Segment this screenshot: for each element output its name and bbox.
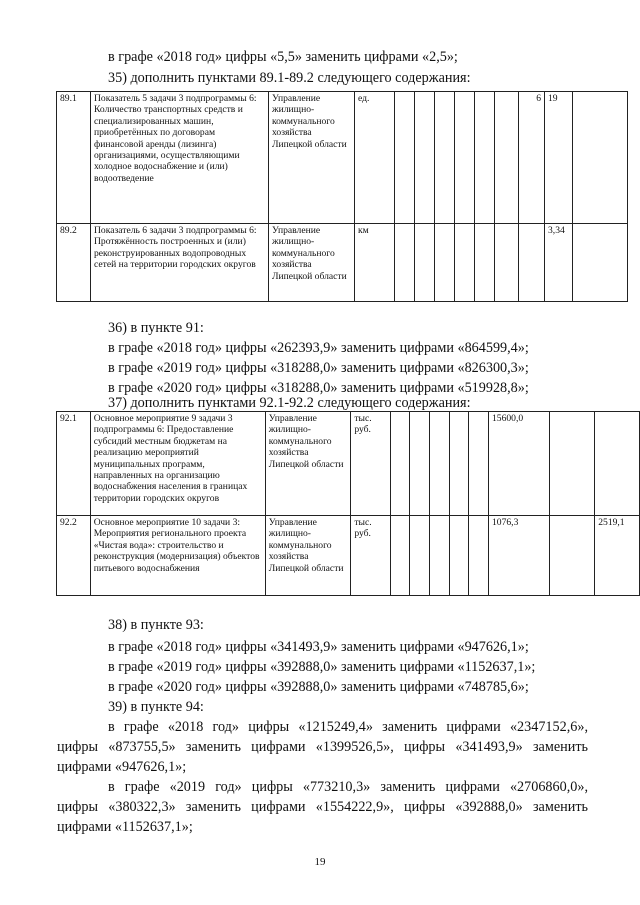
unit: ед. <box>355 92 395 224</box>
paragraph: цифры «380322,3» заменить цифрами «1554222,9», цифры «392888,0» заменить <box>57 799 588 815</box>
value-cell: 15600,0 <box>488 412 549 516</box>
paragraph: 38) в пункте 93: <box>108 617 204 633</box>
table-row <box>57 516 640 596</box>
paragraph: в графе «2019 год» цифры «773210,3» заменить цифрами «2706860,0», <box>108 779 588 795</box>
paragraph: 39) в пункте 94: <box>108 699 204 715</box>
measure-name: Основное мероприятие 9 задачи 3 подпрограммы 6: Предоставление субсидий местным бюджетам на реализацию мероприятий муниципальных программ, направленных на организацию водоснабжения населения в границах территории городских округов <box>90 412 265 516</box>
paragraph: в графе «2018 год» цифры «262393,9» заменить цифрами «864599,4»; <box>108 340 529 356</box>
paragraph: в графе «2018 год» цифры «5,5» заменить цифрами «2,5»; <box>108 49 458 65</box>
empty-cell <box>449 412 469 516</box>
paragraph: цифрами «947626,1»; <box>57 759 187 775</box>
empty-cell <box>430 412 450 516</box>
indicator-name: Показатель 6 задачи 3 подпрограммы 6: Протяжённость построенных и (или) реконструированных водопроводных сетей на территории городских округов <box>91 224 269 302</box>
value-cell: 19 <box>545 92 573 224</box>
empty-cell <box>430 516 450 596</box>
paragraph: 36) в пункте 91: <box>108 320 204 336</box>
value-cell: 2519,1 <box>595 516 640 596</box>
empty-cell <box>410 516 430 596</box>
value-cell: 6 <box>519 92 545 224</box>
row-number: 92.1 <box>57 412 91 516</box>
empty-cell <box>573 92 628 224</box>
paragraph: цифры «873755,5» заменить цифрами «1399526,5», цифры «341493,9» заменить <box>57 739 588 755</box>
empty-cell <box>390 412 410 516</box>
paragraph: в графе «2019 год» цифры «392888,0» заменить цифрами «1152637,1»; <box>108 659 536 675</box>
empty-cell <box>469 516 489 596</box>
indicator-name: Показатель 5 задачи 3 подпрограммы 6: Количество транспортных средств и специализированных машин, приобретённых по договорам финансовой аренды (лизинга) организациями, осуществляющими холодное водоснабжение и (или) водоотведение <box>91 92 269 224</box>
empty-cell <box>455 224 475 302</box>
paragraph: 35) дополнить пунктами 89.1-89.2 следующего содержания: <box>108 70 471 86</box>
empty-cell <box>495 92 519 224</box>
empty-cell <box>550 516 595 596</box>
unit: км <box>355 224 395 302</box>
row-number: 89.2 <box>57 224 91 302</box>
paragraph: в графе «2018 год» цифры «1215249,4» заменить цифрами «2347152,6», <box>108 719 588 735</box>
responsible-org: Управление жилищно-коммунального хозяйства Липецкой области <box>265 412 351 516</box>
table-row <box>57 224 628 302</box>
empty-cell <box>415 92 435 224</box>
empty-cell <box>410 412 430 516</box>
empty-cell <box>415 224 435 302</box>
empty-cell <box>495 224 519 302</box>
responsible-org: Управление жилищно-коммунального хозяйства Липецкой области <box>269 92 355 224</box>
responsible-org: Управление жилищно-коммунального хозяйства Липецкой области <box>269 224 355 302</box>
table-89 <box>56 91 628 302</box>
empty-cell <box>435 92 455 224</box>
empty-cell <box>435 224 455 302</box>
table-row <box>57 92 628 224</box>
empty-cell <box>395 224 415 302</box>
paragraph: 37) дополнить пунктами 92.1-92.2 следующего содержания: <box>108 395 471 411</box>
value-cell: 3,34 <box>545 224 573 302</box>
table-92 <box>56 411 640 596</box>
empty-cell <box>573 224 628 302</box>
empty-cell <box>550 412 595 516</box>
measure-name: Основное мероприятие 10 задачи 3: Мероприятия регионального проекта «Чистая вода»: строительство и реконструкция (модернизация) объектов питьевого водоснабжения <box>90 516 265 596</box>
page-number: 19 <box>314 856 326 868</box>
row-number: 92.2 <box>57 516 91 596</box>
empty-cell <box>449 516 469 596</box>
table-row <box>57 412 640 516</box>
empty-cell <box>390 516 410 596</box>
empty-cell <box>469 412 489 516</box>
paragraph: в графе «2020 год» цифры «392888,0» заменить цифрами «748785,6»; <box>108 679 529 695</box>
row-number: 89.1 <box>57 92 91 224</box>
value-cell: 1076,3 <box>488 516 549 596</box>
empty-cell <box>395 92 415 224</box>
empty-cell <box>475 92 495 224</box>
responsible-org: Управление жилищно-коммунального хозяйства Липецкой области <box>265 516 351 596</box>
empty-cell <box>475 224 495 302</box>
paragraph: в графе «2020 год» цифры «318288,0» заменить цифрами «519928,8»; <box>108 380 529 396</box>
unit: тыс. руб. <box>351 412 391 516</box>
unit: тыс. руб. <box>351 516 391 596</box>
empty-cell <box>455 92 475 224</box>
paragraph: в графе «2019 год» цифры «318288,0» заменить цифрами «826300,3»; <box>108 360 529 376</box>
empty-cell <box>595 412 640 516</box>
empty-cell <box>519 224 545 302</box>
paragraph: в графе «2018 год» цифры «341493,9» заменить цифрами «947626,1»; <box>108 639 529 655</box>
paragraph: цифрами «1152637,1»; <box>57 819 193 835</box>
